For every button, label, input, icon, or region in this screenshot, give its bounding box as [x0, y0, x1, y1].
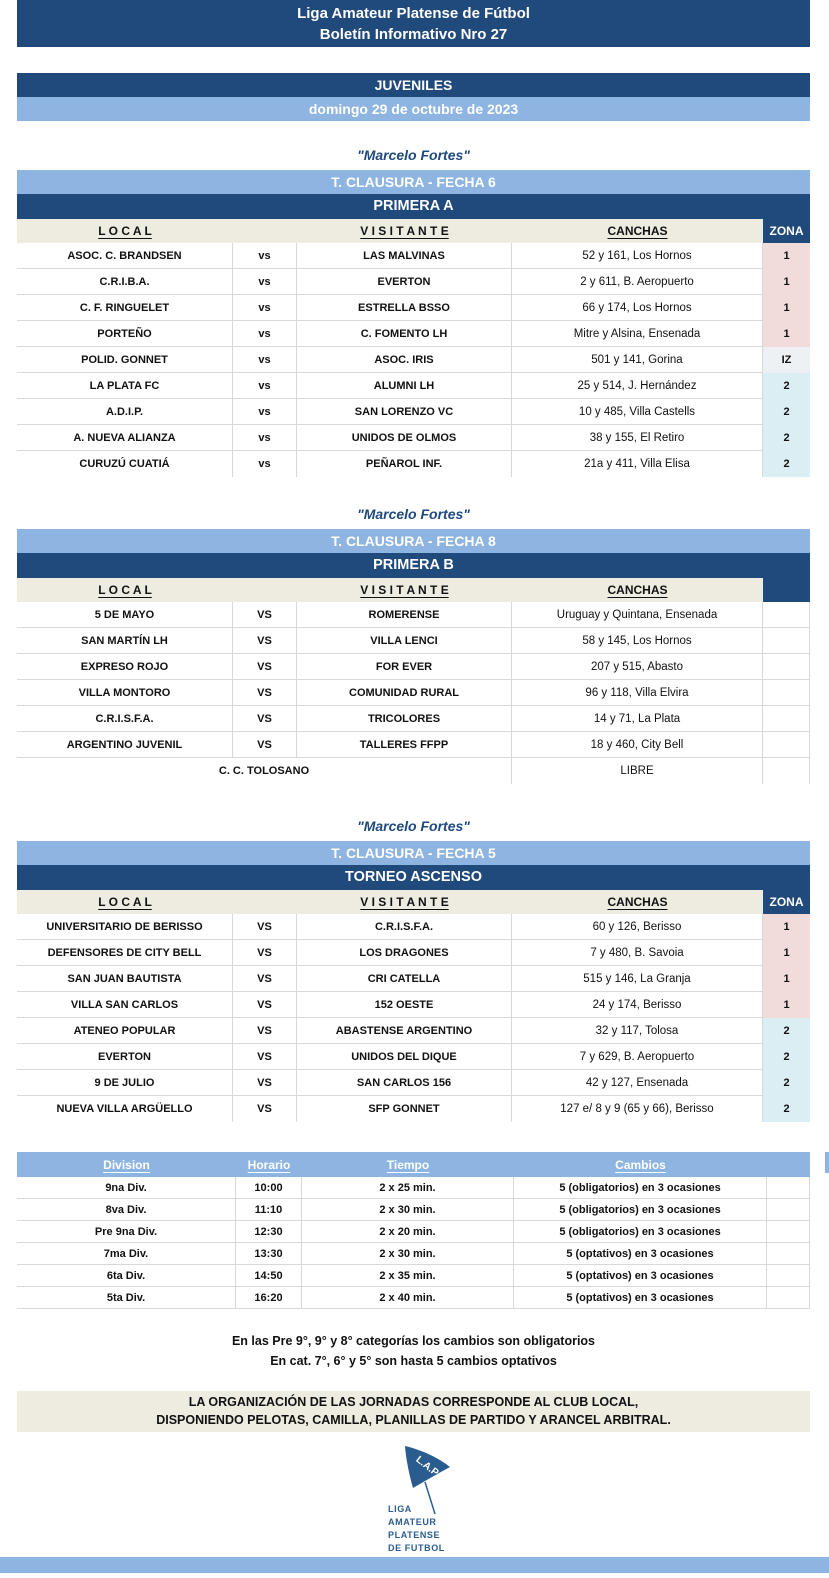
column-header-vs-spacer — [233, 578, 297, 602]
match-section — [17, 145, 810, 477]
visitante-team: ESTRELLA BSSO — [297, 295, 512, 321]
column-header-zona: ZONA — [763, 890, 810, 914]
vs-label: VS — [233, 680, 297, 706]
cancha-cell: 515 y 146, La Granja — [512, 966, 763, 992]
column-header-local: L O C A L — [98, 895, 152, 909]
cancha-cell: 14 y 71, La Plata — [512, 706, 763, 732]
match-row — [17, 399, 810, 425]
visitante-team: SFP GONNET — [297, 1096, 512, 1122]
section-header-juveniles: JUVENILES — [17, 73, 810, 97]
cancha-cell: 25 y 514, J. Hernández — [512, 373, 763, 399]
schedule-row — [17, 1177, 810, 1199]
local-team: ASOC. C. BRANDSEN — [17, 243, 233, 269]
zona-cell — [763, 732, 810, 758]
local-team: LA PLATA FC — [17, 373, 233, 399]
bulletin-title-bar — [17, 0, 810, 47]
schedule-row — [17, 1287, 810, 1309]
libre-row — [17, 758, 810, 784]
local-team: EXPRESO ROJO — [17, 654, 233, 680]
schedule-column-empty — [767, 1152, 810, 1177]
vs-label: VS — [233, 628, 297, 654]
cancha-cell: 207 y 515, Abasto — [512, 654, 763, 680]
schedule-division-cell: Pre 9na Div. — [17, 1221, 236, 1243]
vs-label: vs — [233, 373, 297, 399]
visitante-team: SAN LORENZO VC — [297, 399, 512, 425]
schedule-tiempo-cell: 2 x 40 min. — [302, 1287, 514, 1309]
schedule-empty-cell — [767, 1177, 810, 1199]
match-row — [17, 1044, 810, 1070]
local-team: 9 DE JULIO — [17, 1070, 233, 1096]
schedule-division-cell: 9na Div. — [17, 1177, 236, 1199]
visitante-team: C.R.I.S.F.A. — [297, 914, 512, 940]
match-row — [17, 321, 810, 347]
zona-cell: 2 — [763, 425, 810, 451]
table-header-row — [17, 890, 810, 914]
division-bar: PRIMERA B — [17, 553, 810, 578]
schedule-column-cambios: Cambios — [615, 1157, 666, 1172]
table-body — [17, 243, 810, 477]
column-header-zona: ZONA — [763, 219, 810, 243]
cancha-cell: 7 y 480, B. Savoia — [512, 940, 763, 966]
vs-label: VS — [233, 654, 297, 680]
visitante-team: ABASTENSE ARGENTINO — [297, 1018, 512, 1044]
svg-text:L.A.P.: L.A.P. — [413, 1454, 442, 1480]
schedule-cambios-cell: 5 (optativos) en 3 ocasiones — [514, 1287, 767, 1309]
cancha-cell: 2 y 611, B. Aeropuerto — [512, 269, 763, 295]
schedule-row — [17, 1199, 810, 1221]
match-row — [17, 940, 810, 966]
cancha-cell: 96 y 118, Villa Elvira — [512, 680, 763, 706]
local-team: DEFENSORES DE CITY BELL — [17, 940, 233, 966]
schedule-division-cell: 6ta Div. — [17, 1265, 236, 1287]
cancha-cell: 501 y 141, Gorina — [512, 347, 763, 373]
match-row — [17, 628, 810, 654]
zona-cell — [763, 602, 810, 628]
logo-line: DE FUTBOL — [388, 1543, 445, 1553]
cancha-cell: 24 y 174, Berisso — [512, 992, 763, 1018]
schedule-tiempo-cell: 2 x 30 min. — [302, 1199, 514, 1221]
local-team: ATENEO POPULAR — [17, 1018, 233, 1044]
cancha-cell: 66 y 174, Los Hornos — [512, 295, 763, 321]
schedule-column-horario: Horario — [247, 1157, 291, 1172]
match-row — [17, 1018, 810, 1044]
schedule-tiempo-cell: 2 x 30 min. — [302, 1243, 514, 1265]
match-row — [17, 373, 810, 399]
fecha-bar: T. CLAUSURA - FECHA 8 — [17, 529, 810, 553]
libre-status: LIBRE — [512, 758, 763, 784]
zona-cell: 1 — [763, 966, 810, 992]
zona-cell — [763, 758, 810, 784]
zona-cell — [763, 628, 810, 654]
referee-name: "Marcelo Fortes" — [357, 818, 470, 834]
local-team: C.R.I.B.A. — [17, 269, 233, 295]
schedule-empty-cell — [767, 1221, 810, 1243]
match-row — [17, 243, 810, 269]
column-header-local: L O C A L — [98, 224, 152, 238]
local-team: SAN MARTÍN LH — [17, 628, 233, 654]
zona-cell: IZ — [763, 347, 810, 373]
vs-label: VS — [233, 1044, 297, 1070]
schedule-horario-cell: 12:30 — [236, 1221, 302, 1243]
right-edge-sliver — [825, 1152, 829, 1173]
schedule-cambios-cell: 5 (optativos) en 3 ocasiones — [514, 1265, 767, 1287]
table-body — [17, 914, 810, 1122]
substitution-notes — [17, 1331, 810, 1371]
zona-cell: 2 — [763, 1044, 810, 1070]
match-section — [17, 504, 810, 784]
column-header-zona — [763, 578, 810, 602]
logo-line: PLATENSE — [388, 1530, 441, 1540]
column-header-visitante: V I S I T A N T E — [360, 583, 449, 597]
schedule-horario-cell: 14:50 — [236, 1265, 302, 1287]
visitante-team: EVERTON — [297, 269, 512, 295]
local-team: C.R.I.S.F.A. — [17, 706, 233, 732]
match-row — [17, 966, 810, 992]
match-row — [17, 680, 810, 706]
schedule-empty-cell — [767, 1287, 810, 1309]
vs-label: vs — [233, 243, 297, 269]
visitante-team: UNIDOS DE OLMOS — [297, 425, 512, 451]
cancha-cell: 38 y 155, El Retiro — [512, 425, 763, 451]
local-team: UNIVERSITARIO DE BERISSO — [17, 914, 233, 940]
schedule-row — [17, 1243, 810, 1265]
column-header-canchas: CANCHAS — [607, 583, 668, 597]
zona-cell: 1 — [763, 243, 810, 269]
local-team: POLID. GONNET — [17, 347, 233, 373]
logo-line: AMATEUR — [388, 1517, 437, 1527]
vs-label: VS — [233, 1070, 297, 1096]
visitante-team: C. FOMENTO LH — [297, 321, 512, 347]
schedule-division-cell: 5ta Div. — [17, 1287, 236, 1309]
visitante-team: TALLERES FFPP — [297, 732, 512, 758]
match-row — [17, 706, 810, 732]
schedule-horario-cell: 13:30 — [236, 1243, 302, 1265]
schedule-column-tiempo: Tiempo — [386, 1157, 430, 1172]
local-team: CURUZÚ CUATIÁ — [17, 451, 233, 477]
visitante-team: ASOC. IRIS — [297, 347, 512, 373]
division-bar: TORNEO ASCENSO — [17, 865, 810, 890]
match-section — [17, 816, 810, 1122]
lap-logo — [17, 1444, 810, 1569]
column-header-visitante: V I S I T A N T E — [360, 895, 449, 909]
cancha-cell: 60 y 126, Berisso — [512, 914, 763, 940]
match-row — [17, 992, 810, 1018]
local-team: SAN JUAN BAUTISTA — [17, 966, 233, 992]
cancha-cell: Uruguay y Quintana, Ensenada — [512, 602, 763, 628]
local-team: ARGENTINO JUVENIL — [17, 732, 233, 758]
schedule-cambios-cell: 5 (obligatorios) en 3 ocasiones — [514, 1199, 767, 1221]
match-row — [17, 347, 810, 373]
schedule-tiempo-cell: 2 x 20 min. — [302, 1221, 514, 1243]
zona-cell — [763, 654, 810, 680]
cancha-cell: 32 y 117, Tolosa — [512, 1018, 763, 1044]
date-bar: domingo 29 de octubre de 2023 — [17, 97, 810, 121]
column-header-local: L O C A L — [98, 583, 152, 597]
local-team: VILLA MONTORO — [17, 680, 233, 706]
visitante-team: UNIDOS DEL DIQUE — [297, 1044, 512, 1070]
organization-notice — [17, 1391, 810, 1432]
cancha-cell: 21a y 411, Villa Elisa — [512, 451, 763, 477]
cancha-cell: 42 y 127, Ensenada — [512, 1070, 763, 1096]
vs-label: VS — [233, 602, 297, 628]
local-team: EVERTON — [17, 1044, 233, 1070]
match-tables-container — [17, 145, 810, 1122]
zona-cell: 1 — [763, 992, 810, 1018]
table-header-row — [17, 219, 810, 243]
vs-label: vs — [233, 425, 297, 451]
vs-label: vs — [233, 347, 297, 373]
schedule-cambios-cell: 5 (obligatorios) en 3 ocasiones — [514, 1221, 767, 1243]
cancha-cell: 52 y 161, Los Hornos — [512, 243, 763, 269]
vs-label: vs — [233, 451, 297, 477]
vs-label: VS — [233, 706, 297, 732]
schedule-division-cell: 8va Div. — [17, 1199, 236, 1221]
visitante-team: TRICOLORES — [297, 706, 512, 732]
zona-cell: 2 — [763, 451, 810, 477]
visitante-team: VILLA LENCI — [297, 628, 512, 654]
schedule-division-cell: 7ma Div. — [17, 1243, 236, 1265]
zona-cell: 1 — [763, 914, 810, 940]
vs-label: VS — [233, 966, 297, 992]
cancha-cell: 127 e/ 8 y 9 (65 y 66), Berisso — [512, 1096, 763, 1122]
visitante-team: LOS DRAGONES — [297, 940, 512, 966]
visitante-team: 152 OESTE — [297, 992, 512, 1018]
vs-label: VS — [233, 914, 297, 940]
zona-cell: 2 — [763, 1018, 810, 1044]
local-team: NUEVA VILLA ARGÜELLO — [17, 1096, 233, 1122]
fecha-bar: T. CLAUSURA - FECHA 5 — [17, 841, 810, 865]
organization-line: DISPONIENDO PELOTAS, CAMILLA, PLANILLAS DE PARTIDO Y ARANCEL ARBITRAL. — [156, 1412, 671, 1427]
schedule-horario-cell: 11:10 — [236, 1199, 302, 1221]
organization-line: LA ORGANIZACIÓN DE LAS JORNADAS CORRESPONDE AL CLUB LOCAL, — [188, 1395, 639, 1409]
match-row — [17, 451, 810, 477]
logo-wordmark — [388, 1503, 445, 1555]
zona-cell: 2 — [763, 1096, 810, 1122]
vs-label: VS — [233, 1018, 297, 1044]
logo-line: LIGA — [388, 1504, 412, 1514]
cancha-cell: 7 y 629, B. Aeropuerto — [512, 1044, 763, 1070]
schedule-cambios-cell: 5 (obligatorios) en 3 ocasiones — [514, 1177, 767, 1199]
column-header-canchas: CANCHAS — [607, 224, 668, 238]
zona-cell: 1 — [763, 321, 810, 347]
vs-label: VS — [233, 992, 297, 1018]
schedule-empty-cell — [767, 1199, 810, 1221]
schedule-empty-cell — [767, 1243, 810, 1265]
match-row — [17, 602, 810, 628]
cancha-cell: 18 y 460, City Bell — [512, 732, 763, 758]
schedule-body — [17, 1177, 810, 1309]
note-line: En las Pre 9°, 9° y 8° categorías los cambios son obligatorios — [231, 1334, 596, 1348]
column-header-canchas: CANCHAS — [607, 895, 668, 909]
zona-cell: 2 — [763, 373, 810, 399]
schedule-header-row — [17, 1152, 810, 1177]
match-row — [17, 1096, 810, 1122]
local-team: PORTEÑO — [17, 321, 233, 347]
match-row — [17, 295, 810, 321]
schedule-tiempo-cell: 2 x 35 min. — [302, 1265, 514, 1287]
libre-team: C. C. TOLOSANO — [17, 758, 512, 784]
zona-cell: 2 — [763, 399, 810, 425]
match-row — [17, 914, 810, 940]
schedule-cambios-cell: 5 (optativos) en 3 ocasiones — [514, 1243, 767, 1265]
vs-label: VS — [233, 940, 297, 966]
visitante-team: ALUMNI LH — [297, 373, 512, 399]
column-header-vs-spacer — [233, 219, 297, 243]
visitante-team: FOR EVER — [297, 654, 512, 680]
match-row — [17, 269, 810, 295]
column-header-vs-spacer — [233, 890, 297, 914]
zona-cell: 1 — [763, 940, 810, 966]
local-team: C. F. RINGUELET — [17, 295, 233, 321]
zona-cell: 1 — [763, 295, 810, 321]
visitante-team: COMUNIDAD RURAL — [297, 680, 512, 706]
column-header-visitante: V I S I T A N T E — [360, 224, 449, 238]
fecha-bar: T. CLAUSURA - FECHA 6 — [17, 170, 810, 194]
table-body — [17, 602, 810, 784]
zona-cell — [763, 706, 810, 732]
bulletin-title-line2: Boletín Informativo Nro 27 — [319, 26, 508, 43]
match-row — [17, 1070, 810, 1096]
referee-name: "Marcelo Fortes" — [357, 147, 470, 163]
visitante-team: SAN CARLOS 156 — [297, 1070, 512, 1096]
schedule-horario-cell: 10:00 — [236, 1177, 302, 1199]
local-team: A.D.I.P. — [17, 399, 233, 425]
table-header-row — [17, 578, 810, 602]
vs-label: vs — [233, 399, 297, 425]
vs-label: vs — [233, 269, 297, 295]
cancha-cell: Mitre y Alsina, Ensenada — [512, 321, 763, 347]
local-team: VILLA SAN CARLOS — [17, 992, 233, 1018]
visitante-team: PEÑAROL INF. — [297, 451, 512, 477]
vs-label: VS — [233, 732, 297, 758]
schedule-column-division: Division — [103, 1157, 150, 1172]
cancha-cell: 10 y 485, Villa Castells — [512, 399, 763, 425]
cancha-cell: 58 y 145, Los Hornos — [512, 628, 763, 654]
zona-cell — [763, 680, 810, 706]
referee-name: "Marcelo Fortes" — [357, 506, 470, 522]
schedule-empty-cell — [767, 1265, 810, 1287]
vs-label: vs — [233, 321, 297, 347]
local-team: A. NUEVA ALIANZA — [17, 425, 233, 451]
zona-cell: 1 — [763, 269, 810, 295]
schedule-tiempo-cell: 2 x 25 min. — [302, 1177, 514, 1199]
visitante-team: CRI CATELLA — [297, 966, 512, 992]
division-bar: PRIMERA A — [17, 194, 810, 219]
schedule-table — [17, 1152, 810, 1309]
schedule-horario-cell: 16:20 — [236, 1287, 302, 1309]
schedule-row — [17, 1221, 810, 1243]
zona-cell: 2 — [763, 1070, 810, 1096]
match-row — [17, 654, 810, 680]
match-row — [17, 425, 810, 451]
local-team: 5 DE MAYO — [17, 602, 233, 628]
note-line: En cat. 7°, 6° y 5° son hasta 5 cambios optativos — [270, 1354, 557, 1368]
visitante-team: ROMERENSE — [297, 602, 512, 628]
vs-label: VS — [233, 1096, 297, 1122]
vs-label: vs — [233, 295, 297, 321]
bulletin-title-line1: Liga Amateur Platense de Fútbol — [297, 5, 530, 22]
bottom-bar — [0, 1557, 829, 1573]
match-row — [17, 732, 810, 758]
visitante-team: LAS MALVINAS — [297, 243, 512, 269]
schedule-row — [17, 1265, 810, 1287]
